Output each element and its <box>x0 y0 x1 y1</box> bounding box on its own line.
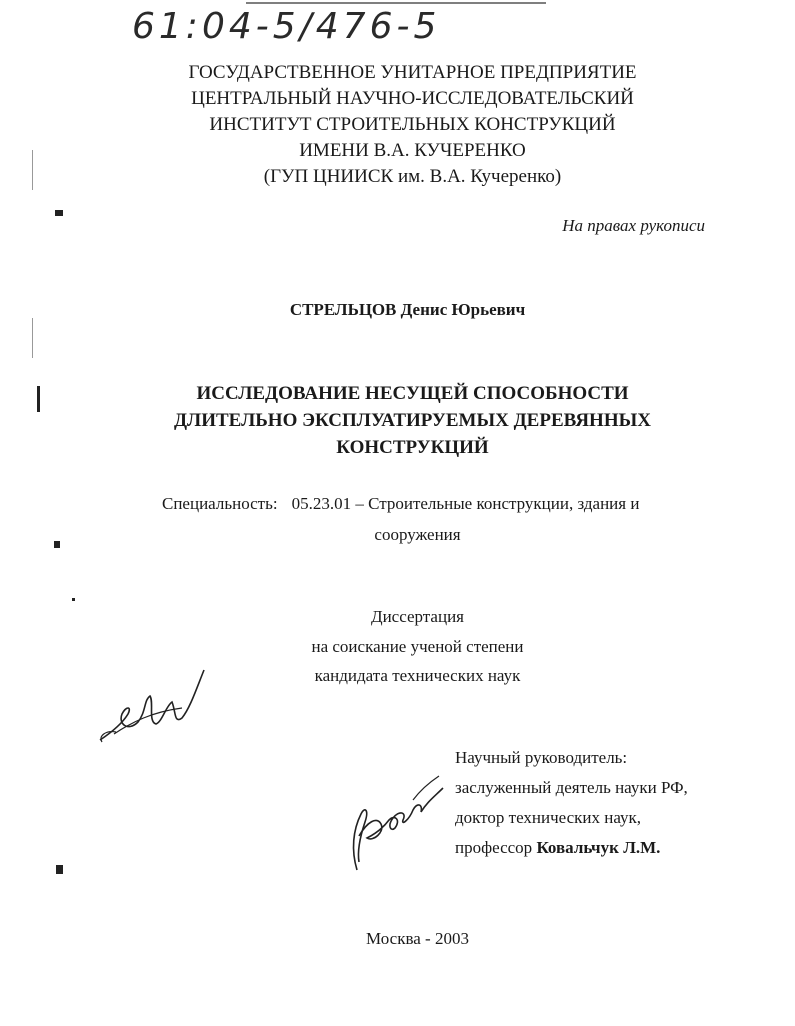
organization-line: ИМЕНИ В.А. КУЧЕРЕНКО <box>299 140 526 161</box>
title-line: КОНСТРУКЦИЙ <box>336 437 489 458</box>
supervisor-degree: доктор технических наук, <box>455 808 642 827</box>
organization-line: ГОСУДАРСТВЕННОЕ УНИТАРНОЕ ПРЕДПРИЯТИЕ <box>188 62 637 83</box>
author-surname: СТРЕЛЬЦОВ <box>289 300 397 319</box>
specialty-continuation: сооружения <box>374 525 461 544</box>
specialty-label: Специальность: <box>162 494 278 513</box>
dissertation-title <box>0 380 795 461</box>
archive-code-handwriting <box>128 0 548 50</box>
scan-mark <box>55 210 63 216</box>
city-year: Москва - 2003 <box>366 929 469 948</box>
organization-header <box>0 60 795 190</box>
title-line: ИССЛЕДОВАНИЕ НЕСУЩЕЙ СПОСОБНОСТИ <box>196 383 629 404</box>
title-line: ДЛИТЕЛЬНО ЭКСПЛУАТИРУЕМЫХ ДЕРЕВЯННЫХ <box>173 410 651 431</box>
supervisor-rank-prefix: профессор <box>455 838 533 857</box>
organization-line: ЦЕНТРАЛЬНЫЙ НАУЧНО-ИССЛЕДОВАТЕЛЬСКИЙ <box>191 88 634 109</box>
supervisor-signature <box>343 770 453 880</box>
degree-line: кандидата технических наук <box>314 666 521 685</box>
archive-code-text: 61:04-5/476-5 <box>132 6 441 47</box>
organization-line: (ГУП ЦНИИСК им. В.А. Кучеренко) <box>263 166 562 187</box>
supervisor-name: Ковальчук Л.М. <box>536 838 661 857</box>
author-given-names: Денис Юрьевич <box>400 300 526 319</box>
supervisor-title: заслуженный деятель науки РФ, <box>455 778 688 797</box>
archive-code <box>128 0 548 50</box>
scan-mark <box>56 865 63 874</box>
rights-note: На правах рукописи <box>562 216 705 235</box>
author-name <box>0 300 795 320</box>
specialty <box>162 494 639 514</box>
scan-mark <box>72 598 75 601</box>
dissertation-label: Диссертация <box>370 607 464 626</box>
degree-line: на соискание ученой степени <box>311 637 524 656</box>
organization-line: ИНСТИТУТ СТРОИТЕЛЬНЫХ КОНСТРУКЦИЙ <box>209 114 616 135</box>
scan-mark <box>32 318 33 358</box>
supervisor-rank <box>455 838 660 858</box>
specialty-code: 05.23.01 – Строительные конструкции, здания и <box>291 494 640 513</box>
author-signature <box>92 662 222 752</box>
supervisor-heading: Научный руководитель: <box>455 748 628 767</box>
